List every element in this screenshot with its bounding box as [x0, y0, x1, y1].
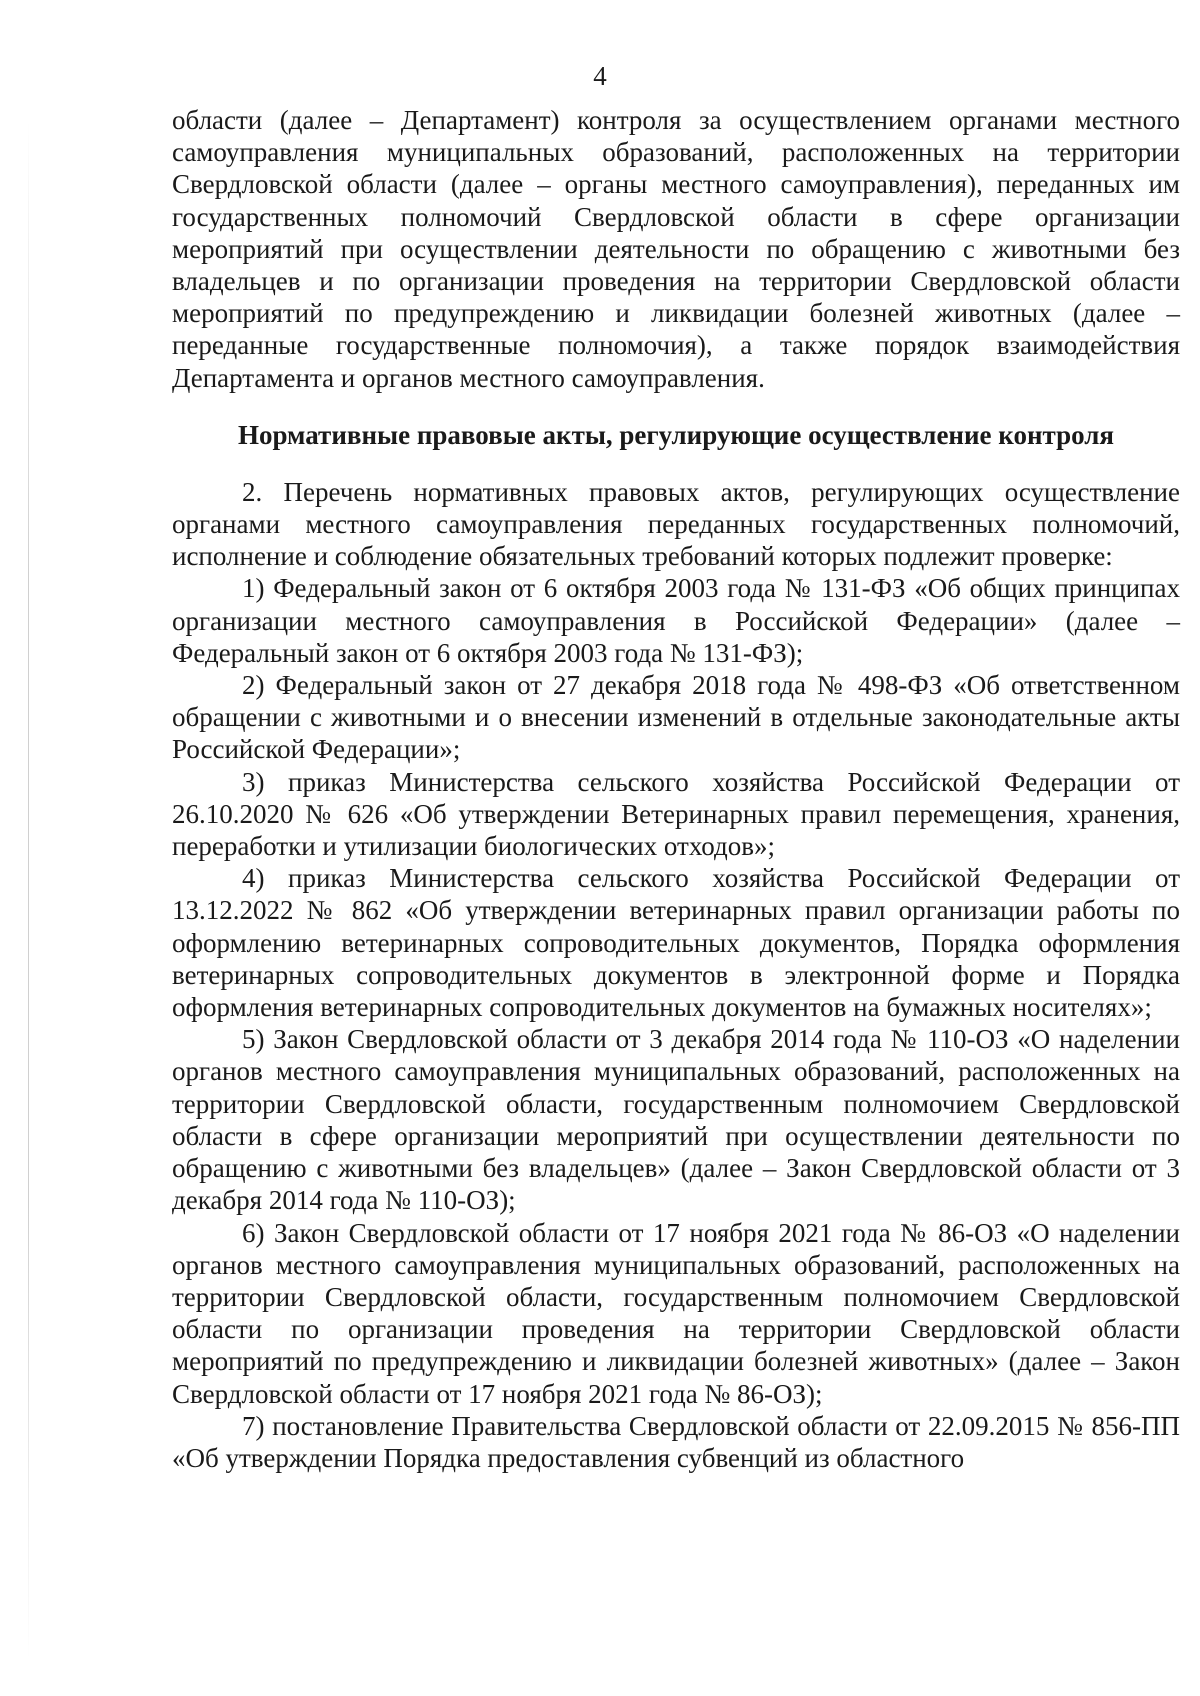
intro-paragraph: области (далее – Департамент) контроля за осуществлением органами местного самоуправления муниципальных образований, расположенных на территории Свердловской области (далее – органы местного самоуправления), переданных им государственных полномочий Свердловской области в сфере организации мероприятий при осуществлении деятельности по обращению с животными без владельцев и по организации проведения на территории Свердловской области мероприятий по предупреждению и ликвидации болезней животных (далее – переданные государственные полномочия), а также порядок взаимодействия Департамента и органов местного самоуправления. — [172, 105, 1180, 393]
list-item-act-3: 3) приказ Министерства сельского хозяйства Российской Федерации от 26.10.2020 № 626 «Об утверждении Ветеринарных правил перемещения, хранения, переработки и утилизации биологических отходов»; — [172, 766, 1180, 862]
list-item-act-4: 4) приказ Министерства сельского хозяйства Российской Федерации от 13.12.2022 № 862 «Об утверждении ветеринарных правил организации работы по оформлению ветеринарных сопроводительных документов, Порядка оформления ветеринарных сопроводительных документов в электронной форме и Порядка оформления ветеринарных сопроводительных документов на бумажных носителях»; — [172, 863, 1180, 1023]
list-item-act-6: 6) Закон Свердловской области от 17 ноября 2021 года № 86-ОЗ «О наделении органов местного самоуправления муниципальных образований, расположенных на территории Свердловской области, государственным полномочием Свердловской области по организации проведения на территории Свердловской области мероприятий по предупреждению и ликвидации болезней животных» (далее – Закон Свердловской области от 17 ноября 2021 года № 86-ОЗ); — [172, 1217, 1180, 1409]
list-item-act-5: 5) Закон Свердловской области от 3 декабря 2014 года № 110-ОЗ «О наделении органов местного самоуправления муниципальных образований, расположенных на территории Свердловской области, государственным полномочием Свердловской области в сфере организации мероприятий при осуществлении деятельности по обращению с животными без владельцев» (далее – Закон Свердловской области от 3 декабря 2014 года № 110-ОЗ); — [172, 1024, 1180, 1216]
list-item-act-1: 1) Федеральный закон от 6 октября 2003 года № 131-ФЗ «Об общих принципах организации местного самоуправления в Российской Федерации» (далее – Федеральный закон от 6 октября 2003 года № 131-ФЗ); — [172, 573, 1180, 668]
scan-edge-line — [28, 120, 29, 1660]
section-heading: Нормативные правовые акты, регулирующие осуществление контроля — [237, 419, 1115, 450]
page-number: 4 — [593, 61, 607, 91]
item-2-paragraph: 2. Перечень нормативных правовых актов, регулирующих осуществление органами местного самоуправления переданных государственных полномочий, исполнение и соблюдение обязательных требований которых подлежит проверке: — [172, 476, 1180, 572]
document-body — [172, 104, 1180, 1474]
list-item-act-2: 2) Федеральный закон от 27 декабря 2018 года № 498-ФЗ «Об ответственном обращении с животными и о внесении изменений в отдельные законодательные акты Российской Федерации»; — [172, 670, 1180, 765]
list-item-act-7: 7) постановление Правительства Свердловской области от 22.09.2015 № 856-ПП «Об утверждении Порядка предоставления субвенций из областного — [172, 1410, 1180, 1473]
